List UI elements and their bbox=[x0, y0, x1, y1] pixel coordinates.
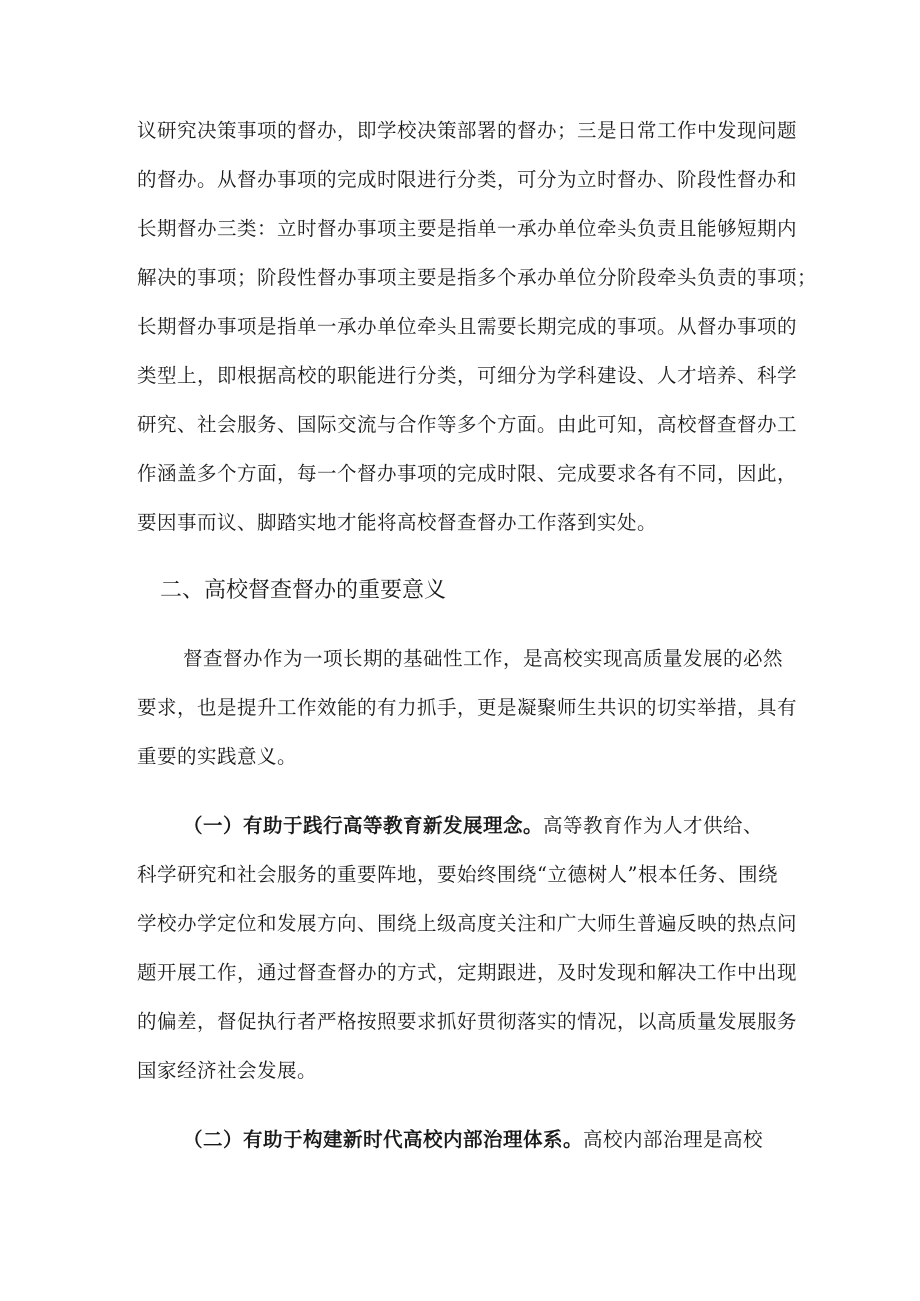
paragraph-line: 研究、社会服务、国际交流与合作等多个方面。由此可知，高校督查督办工 bbox=[137, 413, 798, 436]
paragraph-line: 解决的事项；阶段性督办事项主要是指多个承办单位分阶段牵头负责的事项； bbox=[137, 266, 818, 289]
paragraph-line: 类型上，即根据高校的职能进行分类，可细分为学科建设、人才培养、科学 bbox=[137, 364, 798, 387]
subheading-lead: （一）有助于践行高等教育新发展理念。 bbox=[183, 814, 544, 837]
paragraph-first-line bbox=[183, 1126, 763, 1154]
paragraph-line: 的督办。从督办事项的完成时限进行分类，可分为立时督办、阶段性督办和 bbox=[137, 168, 798, 191]
paragraph-text: 高校内部治理是高校 bbox=[583, 1128, 764, 1151]
paragraph-line: 长期督办三类：立时督办事项主要是指单一承办单位牵头负责且能够短期内 bbox=[137, 217, 798, 240]
paragraph-line: 督查督办作为一项长期的基础性工作，是高校实现高质量发展的必然 bbox=[183, 647, 784, 670]
paragraph-line: 议研究决策事项的督办，即学校决策部署的督办；三是日常工作中发现问题 bbox=[137, 119, 798, 142]
paragraph-line: 题开展工作，通过督查督办的方式，定期跟进，及时发现和解决工作中出现 bbox=[137, 961, 798, 984]
paragraph-line: 学校办学定位和发展方向、围绕上级高度关注和广大师生普遍反映的热点问 bbox=[137, 912, 798, 935]
paragraph-line: 国家经济社会发展。 bbox=[137, 1059, 318, 1082]
paragraph-line: 要因事而议、脚踏实地才能将高校督查督办工作落到实处。 bbox=[137, 511, 658, 534]
paragraph-line: 科学研究和社会服务的重要阵地，要始终围绕“立德树人”根本任务、围绕 bbox=[137, 863, 778, 886]
paragraph-line: 作涵盖多个方面，每一个督办事项的完成时限、完成要求各有不同，因此， bbox=[137, 462, 798, 485]
paragraph-line: 的偏差，督促执行者严格按照要求抓好贯彻落实的情况，以高质量发展服务 bbox=[137, 1010, 798, 1033]
paragraph-text: 高等教育作为人才供给、 bbox=[543, 814, 764, 837]
section-heading: 二、高校督查督办的重要意义 bbox=[160, 578, 447, 603]
paragraph-line: 重要的实践意义。 bbox=[137, 745, 298, 768]
subheading-lead: （二）有助于构建新时代高校内部治理体系。 bbox=[183, 1128, 584, 1151]
paragraph-line: 长期督办事项是指单一承办单位牵头且需要长期完成的事项。从督办事项的 bbox=[137, 315, 798, 338]
paragraph-line: 要求，也是提升工作效能的有力抓手，更是凝聚师生共识的切实举措，具有 bbox=[137, 696, 798, 719]
paragraph-first-line bbox=[183, 812, 763, 840]
